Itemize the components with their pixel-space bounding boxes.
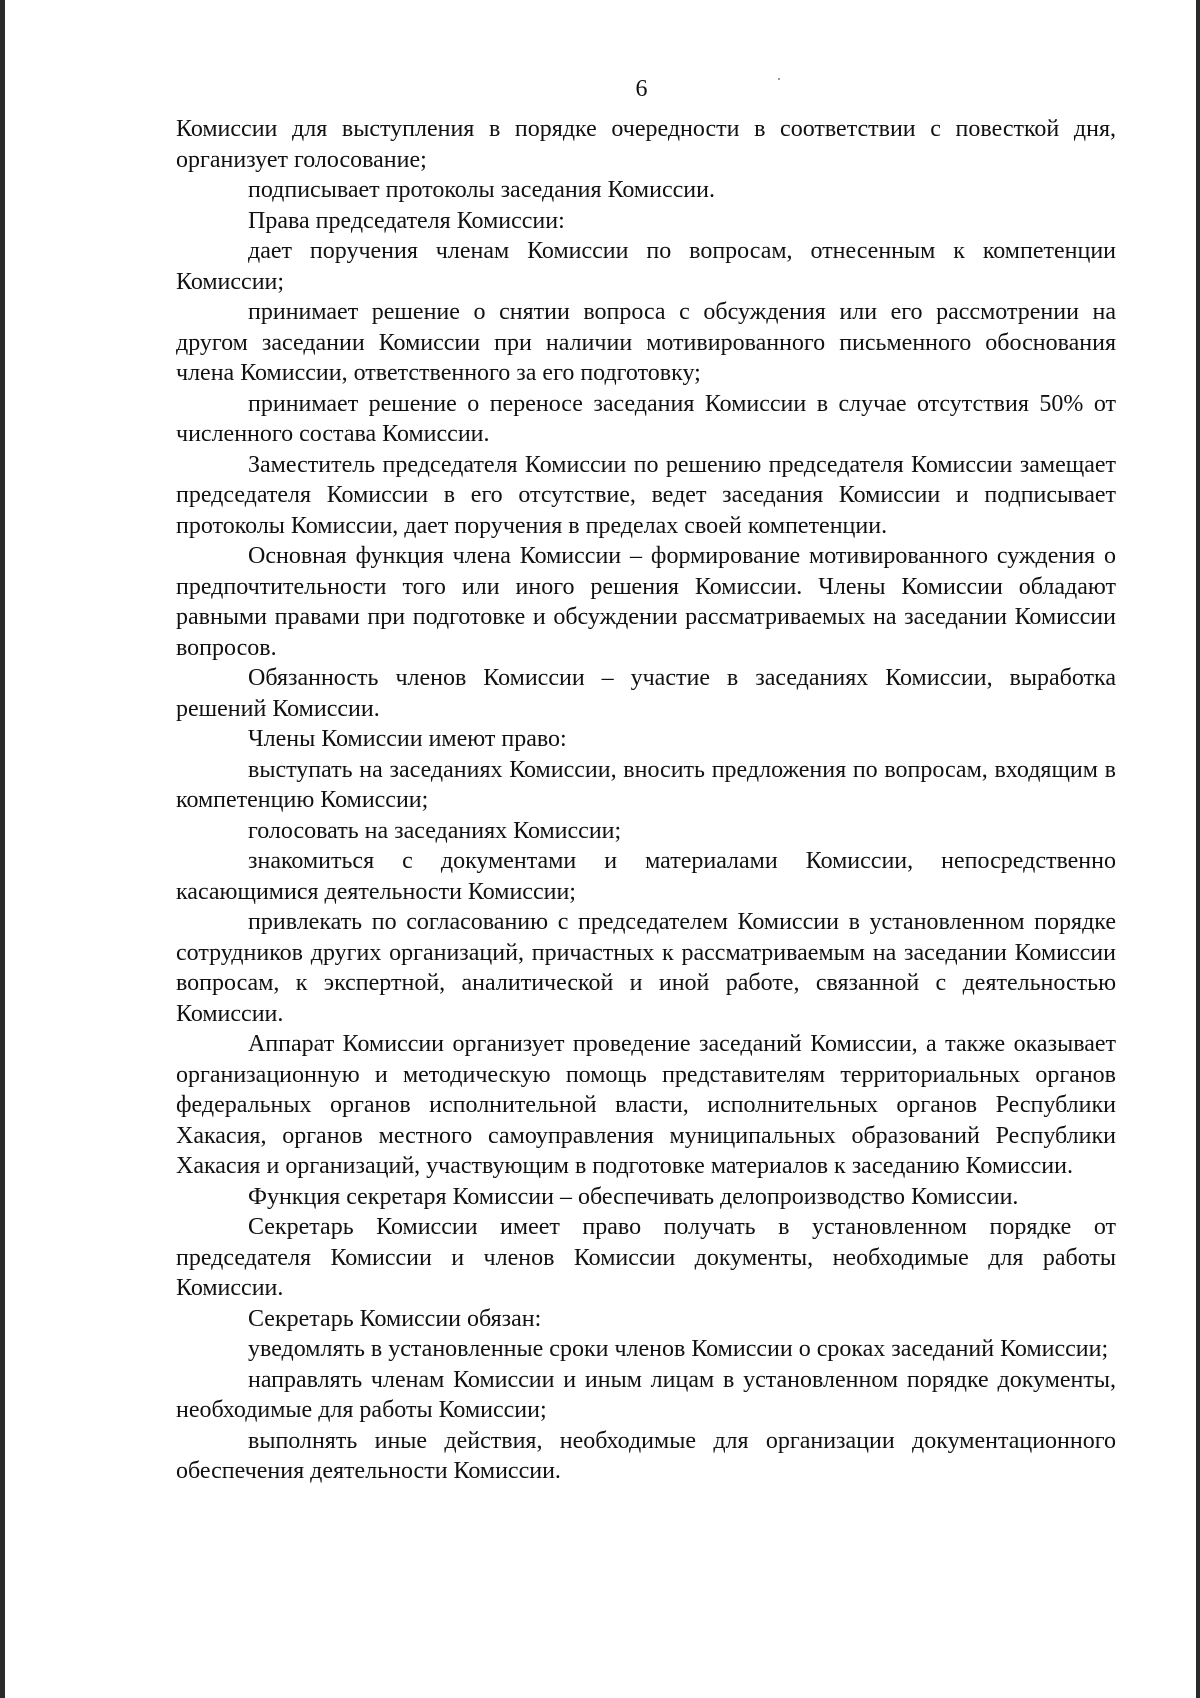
- paragraph: Функция секретаря Комиссии – обеспечивать делопроизводство Комиссии.: [248, 1183, 1019, 1210]
- page-number: 6: [635, 76, 648, 102]
- paragraph: выступать на заседаниях Комиссии, вносить предложения по вопросам, входящим в компетенцию Комиссии;: [176, 756, 1116, 813]
- paragraph: подписывает протоколы заседания Комиссии.: [248, 177, 715, 203]
- paragraph: Заместитель председателя Комиссии по решению председателя Комиссии замещает председателя Комиссии в его отсутствие, ведет заседания Комиссии и подписывает протоколы Комиссии, дает поручения в пределах своей компетенции.: [176, 451, 1116, 539]
- paragraph: Права председателя Комиссии:: [248, 207, 565, 234]
- paragraph: Секретарь Комиссии обязан:: [248, 1305, 542, 1332]
- paragraph: Обязанность членов Комиссии – участие в заседаниях Комиссии, выработка решений Комиссии.: [176, 665, 1116, 722]
- paragraph: уведомлять в установленные сроки членов Комиссии о сроках заседаний Комиссии;: [248, 1336, 1109, 1362]
- paragraph: направлять членам Комиссии и иным лицам в установленном порядке документы, необходимые для работы Комиссии;: [176, 1366, 1116, 1423]
- paragraph: принимает решение о снятии вопроса с обсуждения или его рассмотрении на другом заседании Комиссии при наличии мотивированного письменного обоснования члена Комиссии, ответственного за его подготовку;: [176, 299, 1116, 386]
- paragraph: принимает решение о переносе заседания Комиссии в случае отсутствия 50% от численного состава Комиссии.: [176, 390, 1116, 447]
- paragraph: Основная функция члена Комиссии – формирование мотивированного суждения о предпочтительности того или иного решения Комиссии. Члены Комиссии обладают равными правами при подготовке и обсуждении рассматриваемых на заседании Комиссии вопросов.: [176, 543, 1116, 661]
- paragraph: Секретарь Комиссии имеет право получать в установленном порядке от председателя Комиссии и членов Комиссии документы, необходимые для работы Комиссии.: [176, 1214, 1116, 1301]
- paragraph: выполнять иные действия, необходимые для организации документационного обеспечения деятельности Комиссии.: [176, 1427, 1116, 1484]
- scan-right-edge: [1196, 0, 1200, 1698]
- scan-left-edge: [0, 0, 5, 1698]
- paragraph: привлекать по согласованию с председателем Комиссии в установленном порядке сотрудников других организаций, причастных к рассматриваемым на заседании Комиссии вопросам, к экспертной, аналитической и иной работе, связанной с деятельностью Комиссии.: [176, 909, 1116, 1027]
- paragraph: голосовать на заседаниях Комиссии;: [248, 817, 622, 844]
- paragraph: Аппарат Комиссии организует проведение заседаний Комиссии, а также оказывает организационную и методическую помощь представителям территориальных органов федеральных органов исполнительной власти, исполнительных органов Республики Хакасия, органов местного самоуправления муниципальных образований Республики Хакасия и организаций, участвующим в подготовке материалов к заседанию Комиссии.: [176, 1031, 1116, 1179]
- paragraph: знакомиться с документами и материалами Комиссии, непосредственно касающимися деятельности Комиссии;: [176, 848, 1116, 905]
- paragraph: Комиссии для выступления в порядке очередности в соответствии с повесткой дня, организует голосование;: [176, 116, 1116, 173]
- paragraph: дает поручения членам Комиссии по вопросам, отнесенным к компетенции Комиссии;: [176, 238, 1116, 295]
- document-body: [176, 114, 1116, 1487]
- paragraph: Члены Комиссии имеют право:: [248, 726, 567, 752]
